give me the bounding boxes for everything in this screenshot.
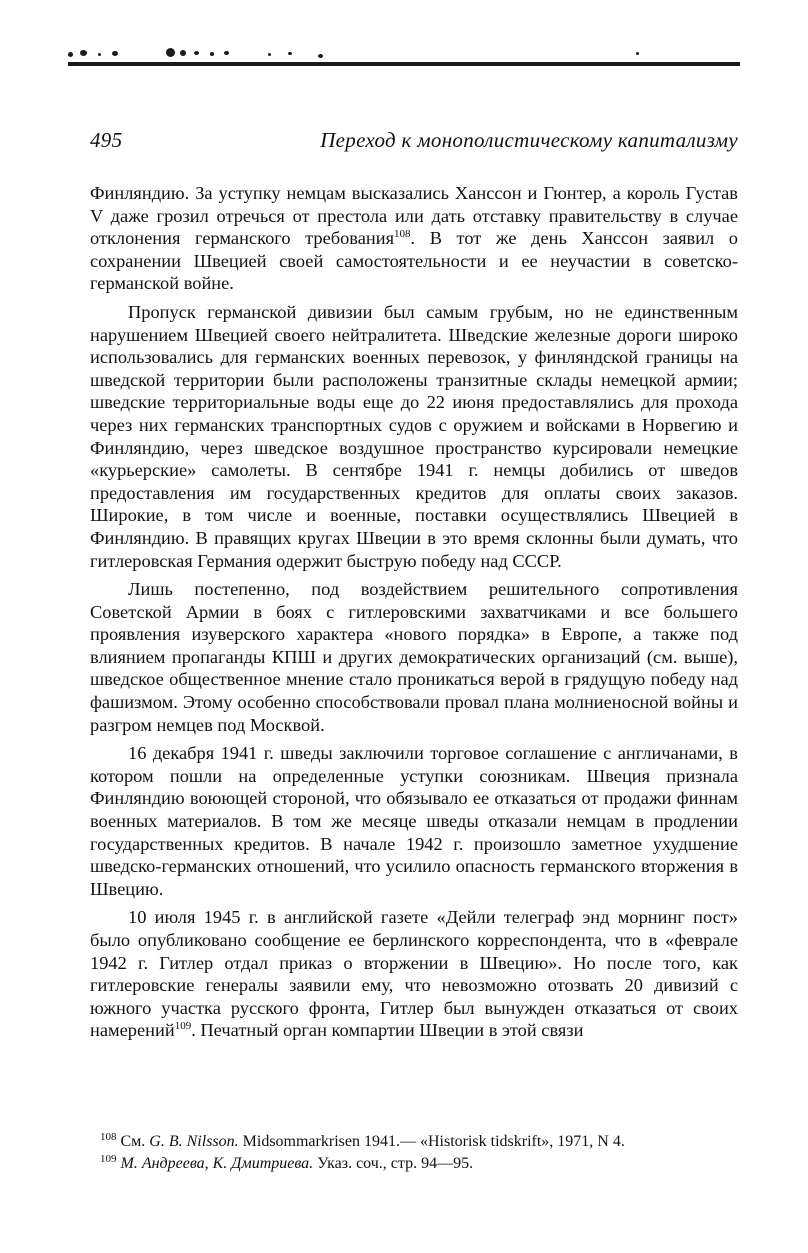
paragraph-1 [90, 182, 738, 295]
paragraph-1-text-b: . В тот же день Ханссон заявил о сохранении Швецией своей самостоятельности и ее неучастии в советско-германской войне. [90, 228, 739, 294]
body-text [90, 182, 738, 1048]
footnote-prefix: См. [120, 1133, 150, 1150]
paragraph-5 [90, 906, 738, 1042]
paragraph-3: Лишь постепенно, под воздействием решительного сопротивления Советской Армии в боях с гитлеровскими захватчиками и все большего проявления изуверского характера «нового порядка» в Европе, а также под влиянием пропаганды КПШ и других демократических организаций (см. выше), шведское общественное мнение стало проникаться верой в грядущую победу над фашизмом. Этому особенно способствовали провал плана молниеносной войны и разгром немцев под Москвой. [90, 579, 738, 735]
footnote-author: М. Андреева, К. Дмитриева. [120, 1155, 314, 1172]
top-rule [68, 62, 740, 66]
section-title: Переход к монополистическому капитализму [320, 128, 738, 152]
footnote-text: Указ. соч., стр. 94—95. [313, 1155, 474, 1172]
paragraph-2: Пропуск германской дивизии был самым грубым, но не единственным нарушением Швецией своего нейтралитета. Шведские железные дороги широко использовались для германских военных перевозок, у финляндской границы на шведской территории были расположены транзитные склады немецкой армии; шведские территориальные воды еще до 22 июня предоставлялись для прохода через них германских транспортных судов с оружием и войсками в Норвегию и Финляндию, через шведское воздушное пространство курсировали немецкие «курьерские» самолеты. В сентябре 1941 г. немцы добились от шведов предоставления им государственных кредитов для оплаты своих заказов. Широкие, в том числе и военные, поставки осуществлялись Швецией в Финляндию. В правящих кругах Швеции в это время склонны были думать, что гитлеровская Германия одержит быструю победу над СССР. [90, 301, 738, 571]
paragraph-1-text-a: Финляндию. За уступку немцам высказались Ханссон и Гюнтер, а король Густав V даже грозил отречься от престола или дать отставку правительству в случае отклонения германского требования [90, 183, 738, 249]
running-head [90, 128, 738, 158]
footnote-ref-108: 108 [394, 228, 411, 241]
footnote-108 [100, 1131, 740, 1153]
footnote-number: 108 [100, 1130, 117, 1143]
paragraph-5-text-a: 10 июля 1945 г. в английской газете «Дейли телеграф энд морнинг пост» было опубликовано сообщение ее берлинского корреспондента, что в «феврале 1942 г. Гитлер отдал приказ о вторжении в Швецию». Но после того, как гитлеровские генералы заявили ему, что невозможно отозвать 20 дивизий с южного участка русского фронта, Гитлер был вынужден отказаться от своих намерений [90, 907, 738, 1041]
footnote-number: 109 [100, 1152, 117, 1165]
footnotes [100, 1131, 740, 1175]
footnote-109 [100, 1153, 740, 1175]
footnote-text: Midsommarkrisen 1941.— «Historisk tidskrift», 1971, N 4. [238, 1133, 625, 1150]
footnote-author: G. B. Nilsson. [149, 1133, 239, 1150]
page-number: 495 [90, 128, 123, 152]
footnote-ref-109: 109 [174, 1020, 192, 1033]
scan-speckle-marks [68, 46, 668, 60]
paragraph-4: 16 декабря 1941 г. шведы заключили торговое соглашение с англичанами, в котором пошли на определенные уступки союзникам. Швеция признала Финляндию воюющей стороной, что обязывало ее отказаться от продажи финнам военных материалов. В том же месяце шведы отказали немцам в продлении государственных кредитов. В начале 1942 г. произошло заметное ухудшение шведско-германских отношений, что усилило опасность германского вторжения в Швецию. [90, 743, 738, 899]
paragraph-5-text-b: . Печатный орган компартии Швеции в этой связи [191, 1020, 584, 1041]
